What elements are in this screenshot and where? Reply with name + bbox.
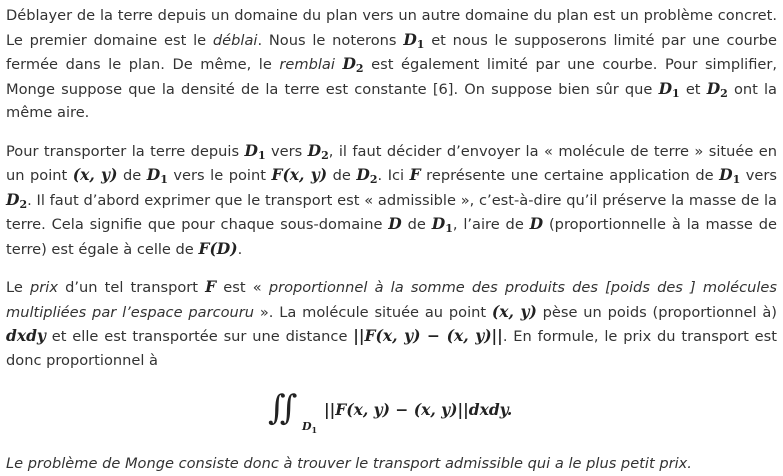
- math-D2: $D_2$: [342, 54, 364, 75]
- monge-quote: proportionnel à la somme des produits des [poids des ] molécules multipliées par l’espace parcouru: [6, 279, 777, 321]
- math-D: D: [388, 214, 402, 233]
- math-D1: $D_1$: [658, 78, 680, 100]
- double-integral: ∫∫: [268, 388, 292, 428]
- paragraph-2: Pour transporter la terre depuis $D_1$ vers $D_2$, il faut décider d’envoyer la « molécule de terre » située en un point (x, y) de $D_1$ vers le point F(x, y) de $D_2$. Ici F représente une certaine application de $D_1$ vers $D_2$. Il faut d’abord exprimer que le transport est « admissible », c’est-à-dire qu’il préserve la masse de la terre. Cela signifie que pour chaque sous-domaine D de $D_1$, l’aire de D (proportionnelle à la masse de terre) est égale à celle de F(D).: [6, 140, 778, 258]
- term-prix: prix: [30, 279, 58, 296]
- math-point: (x, y): [72, 165, 118, 184]
- math-D2: $D_2$: [6, 189, 28, 211]
- math-D: D: [529, 214, 544, 233]
- cost-formula: [6, 386, 777, 444]
- math-F-point: F(x, y): [271, 165, 328, 184]
- math-D1: $D_1$: [719, 165, 741, 186]
- term-deblai: déblai: [212, 31, 258, 49]
- math-D2: $D_2$: [307, 140, 329, 162]
- term-remblai: remblai: [279, 56, 335, 73]
- integrand: ||F(x, y) − (x, y)||dxdy.: [324, 400, 513, 419]
- reference-link[interactable]: [6]: [432, 80, 454, 98]
- paragraph-3: Le prix d’un tel transport F est « proportionnel à la somme des produits des [poids des ] molécules multipliées par l’espace parcouru ». La molécule située au point (x, y) pèse un poids (proportionnel à) dxdy et elle est transportée sur une distance ||F(x, y) − (x, y)||. En formule, le prix du transport est donc proportionnel à: [6, 277, 777, 369]
- math-D1: $D_1$: [403, 29, 425, 51]
- math-F: F: [409, 165, 421, 184]
- math-point: (x, y): [491, 301, 537, 321]
- math-D2: $D_2$: [706, 78, 728, 100]
- math-D1: $D_1$: [244, 140, 266, 162]
- math-F: F: [205, 277, 217, 296]
- conclusion: Le problème de Monge consiste donc à trouver le transport admissible qui a le plus petit prix.: [6, 455, 692, 472]
- paragraph-1: Déblayer de la terre depuis un domaine du plan vers un autre domaine du plan est un problème concret. Le premier domaine est le déblai. Nous le noterons $D_1$ et nous le supposerons limité par une courbe fermée dans le plan. De même, le remblai $D_2$ est également limité par une courbe. Pour simplifier, Monge suppose que la densité de la terre est constante [6]. On suppose bien sûr que $D_1$ et $D_2$ ont la même aire.: [6, 7, 778, 121]
- integral-domain: $D_1$: [302, 420, 318, 436]
- math-D1: $D_1$: [431, 214, 453, 235]
- math-distance: ||F(x, y) − (x, y)||: [353, 326, 503, 345]
- math-D2: $D_2$: [356, 165, 378, 186]
- math-F-of-D: F(D): [198, 238, 238, 258]
- math-dxdy: dxdy: [6, 326, 46, 345]
- math-D1: $D_1$: [146, 165, 168, 186]
